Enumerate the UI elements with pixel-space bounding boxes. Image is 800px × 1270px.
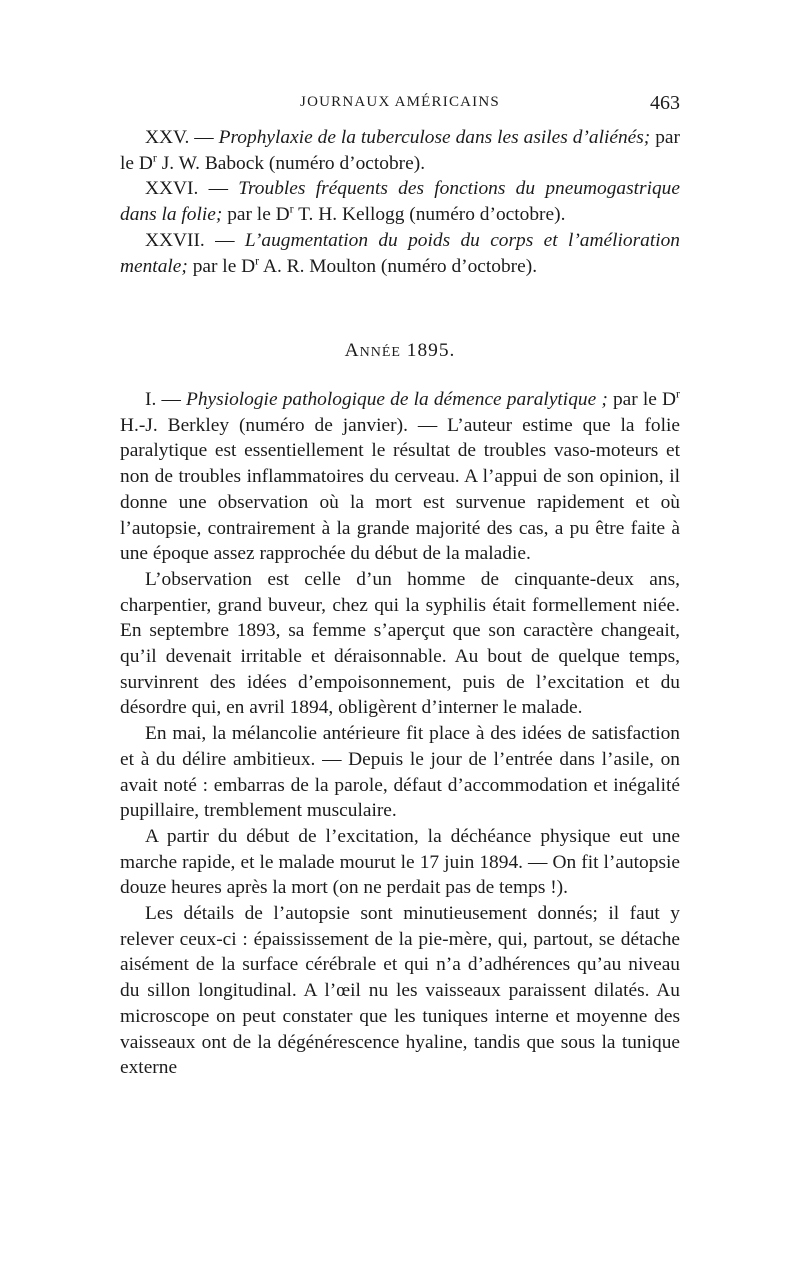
entry-number: XXVII. —: [145, 229, 235, 251]
article-paragraph: A partir du début de l’excitation, la déchéance physique eut une marche rapide, et le malade mourut le 17 juin 1894. — On fit l’autopsie douze heures après la mort (on ne perdait pas de temps !).: [120, 825, 680, 899]
entry-xxv: [120, 125, 680, 176]
entry-author-rest: A. R. Moulton (numéro d’octobre).: [262, 255, 538, 277]
article-title: Physiologie pathologique de la démence paralytique ;: [186, 389, 608, 410]
page-number: 463: [650, 92, 680, 114]
entry-title: Troubles fréquents des fonctions du pneumogastrique dans la folie;: [120, 178, 680, 226]
article-paragraph: Les détails de l’autopsie sont minutieusement donnés; il faut y relever ceux-ci : épaississement de la pie-mère, qui, partout, se détache aisément de la surface cérébrale et qui n’a d’adhérences qu’au niveau du sillon longitudinal. A l’œil nu les vaisseaux paraissent dilatés. Au microscope on peut constater que les tuniques interne et moyenne des vaisseaux ont de la dégénérescence hyaline, tandis que sous la tunique externe: [120, 903, 680, 1079]
article-paragraph: L’observation est celle d’un homme de cinquante-deux ans, charpentier, grand buveur, chez qui la syphilis était formellement niée. En septembre 1893, sa femme s’aperçut que son caractère changeait, qu’il devenait irritable et déraisonnable. Au bout de quelque temps, survinrent des idées d’empoisonnement, puis de l’excitation et du désordre qui, en avril 1894, obligèrent d’interner le malade.: [120, 568, 680, 719]
entry-author-prefix: par le D: [120, 127, 680, 174]
year-heading: Année 1895.: [344, 340, 456, 361]
article-body: [120, 387, 680, 1081]
article-lead-paragraph: [120, 387, 680, 567]
running-title: JOURNAUX AMÉRICAINS: [300, 94, 500, 110]
running-head: [120, 92, 680, 118]
entry-title: Prophylaxie de la tuberculose dans les asiles d’aliénés;: [218, 127, 651, 148]
entry-number: XXVI. —: [145, 178, 228, 200]
entry-author-rest: T. H. Kellogg (numéro d’octobre).: [298, 204, 566, 226]
entry-author-prefix: par le D: [227, 204, 290, 226]
entry-author-sup: r: [255, 253, 260, 268]
article-author-prefix: par le D: [612, 389, 676, 410]
entries-block: [120, 125, 680, 279]
entry-author-rest: J. W. Babock (numéro d’octobre).: [161, 152, 426, 174]
entry-title: L’augmentation du poids du corps et l’amélioration mentale;: [120, 229, 680, 277]
entry-author-sup: r: [152, 150, 157, 165]
entry-author-sup: r: [289, 201, 294, 216]
entry-author-prefix: par le D: [192, 255, 256, 277]
entry-number: XXV. —: [145, 127, 214, 148]
entry-xxvii: [120, 228, 680, 279]
entry-xxvi: [120, 176, 680, 227]
article-lead-text: H.-J. Berkley (numéro de janvier). — L’auteur estime que la folie paralytique est essentiellement le résultat de troubles vaso-moteurs et non de troubles inflammatoires du cerveau. A l’appui de son opinion, il donne une observation où la mort est survenue rapidement et où l’autopsie, contrairement à la grande majorité des cas, a pu être faite à une époque assez rapprochée du début de la maladie.: [120, 414, 680, 565]
article-number: I. —: [145, 389, 181, 410]
article-author-sup: r: [676, 386, 680, 401]
article-paragraph: En mai, la mélancolie antérieure fit place à des idées de satisfaction et à du délire ambitieux. — Depuis le jour de l’entrée dans l’asile, on avait noté : embarras de la parole, défaut d’accommodation et inégalité pupillaire, tremblement musculaire.: [120, 723, 680, 822]
